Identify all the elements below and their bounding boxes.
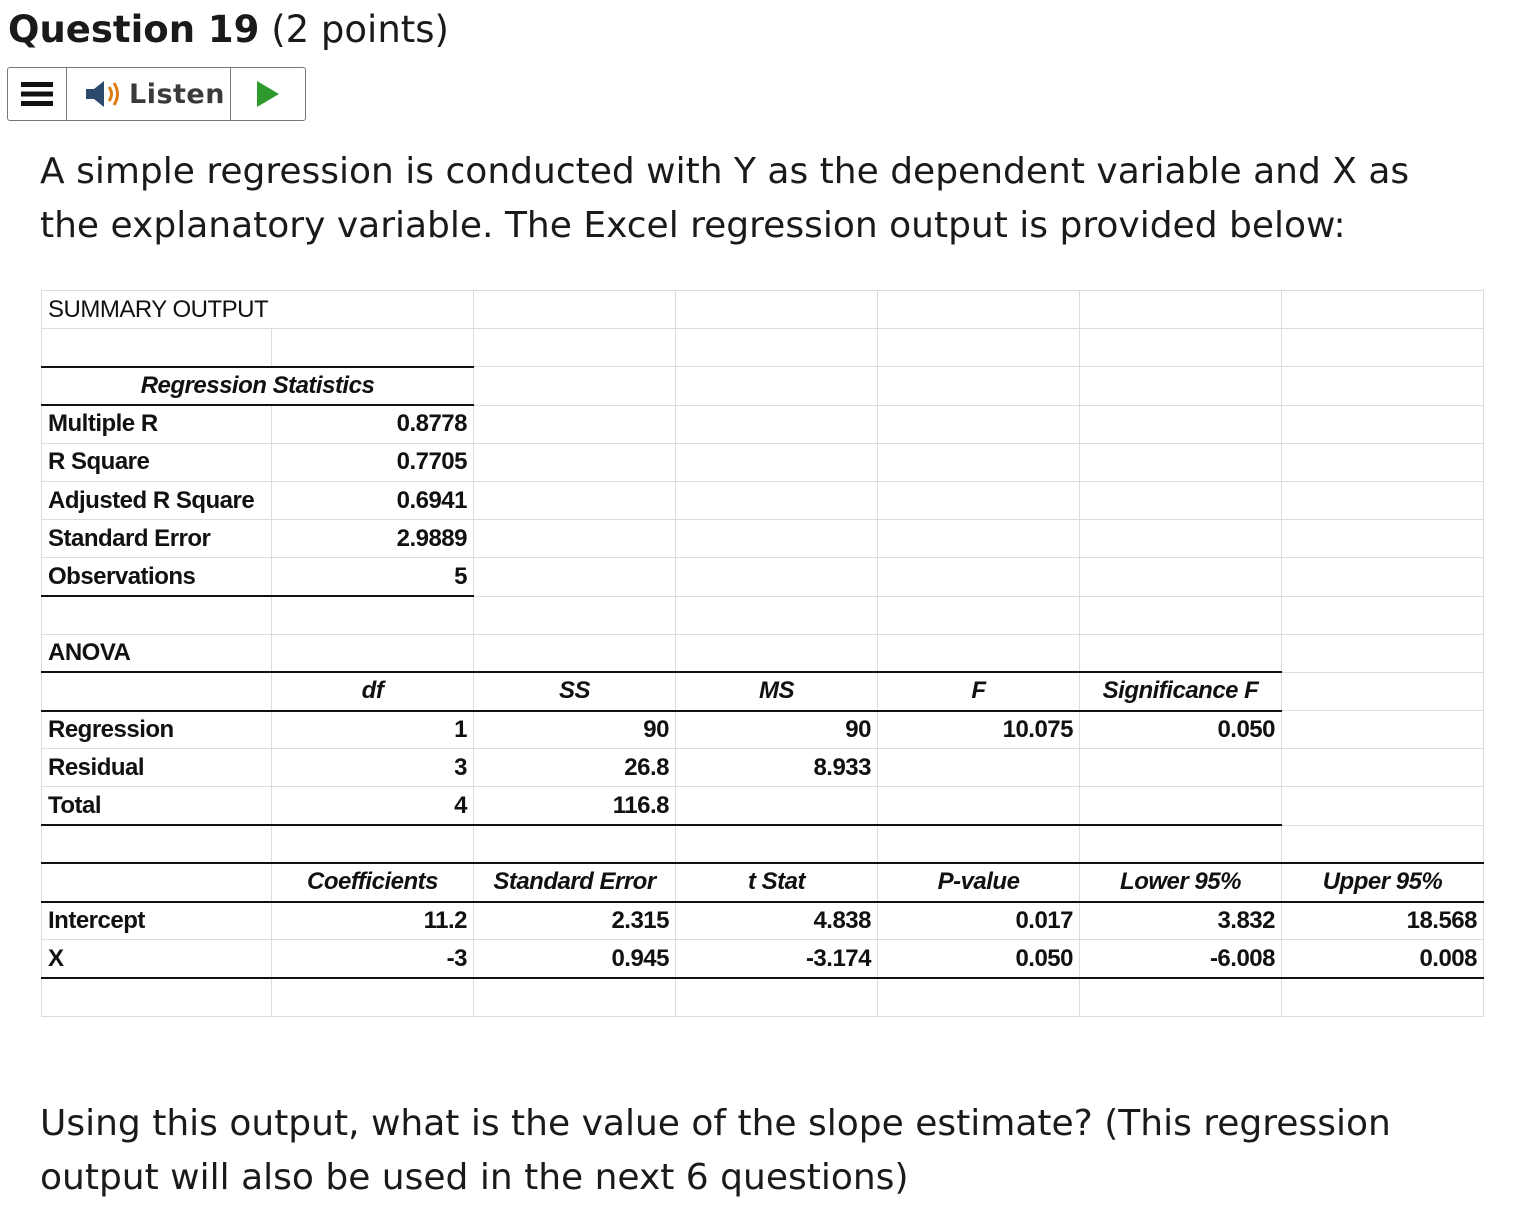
listen-button[interactable] bbox=[67, 68, 231, 120]
cell-value: 10.075 bbox=[878, 711, 1080, 749]
cell-value: -6.008 bbox=[1080, 940, 1282, 978]
cell-value: 0.945 bbox=[474, 940, 676, 978]
hamburger-menu-icon bbox=[21, 81, 53, 107]
table-row bbox=[42, 787, 1484, 825]
table-row bbox=[42, 711, 1484, 749]
table-row bbox=[42, 749, 1484, 787]
table-row bbox=[42, 672, 1484, 710]
cell-value: 116.8 bbox=[474, 787, 676, 825]
play-icon bbox=[257, 81, 279, 107]
column-header: Lower 95% bbox=[1080, 863, 1282, 901]
cell-value: 0.008 bbox=[1282, 940, 1484, 978]
table-row bbox=[42, 558, 1484, 596]
cell-value: 0.017 bbox=[878, 902, 1080, 940]
stat-value: 5 bbox=[272, 558, 474, 596]
row-label: Regression bbox=[42, 711, 272, 749]
row-label: Intercept bbox=[42, 902, 272, 940]
table-row bbox=[42, 367, 1484, 405]
stat-value: 0.6941 bbox=[272, 481, 474, 519]
cell-value: 0.050 bbox=[1080, 711, 1282, 749]
column-header: Significance F bbox=[1080, 672, 1282, 710]
column-header: df bbox=[272, 672, 474, 710]
cell-value: 4.838 bbox=[676, 902, 878, 940]
table-row bbox=[42, 481, 1484, 519]
column-header: SS bbox=[474, 672, 676, 710]
cell-value: 11.2 bbox=[272, 902, 474, 940]
column-header: Standard Error bbox=[474, 863, 676, 901]
stat-label: R Square bbox=[42, 443, 272, 481]
stat-label: Adjusted R Square bbox=[42, 481, 272, 519]
table-row bbox=[42, 825, 1484, 863]
question-header bbox=[8, 6, 449, 54]
question-text: Using this output, what is the value of the slope estimate? (This regression output will also be used in the next 6 questions) bbox=[40, 1103, 1391, 1198]
table-row bbox=[42, 634, 1484, 672]
question-points: (2 points) bbox=[271, 8, 449, 51]
table-row bbox=[42, 405, 1484, 443]
stat-value: 0.7705 bbox=[272, 443, 474, 481]
cell-value bbox=[1080, 749, 1282, 787]
regression-statistics-header: Regression Statistics bbox=[42, 367, 474, 405]
table-row bbox=[42, 902, 1484, 940]
anova-title: ANOVA bbox=[42, 634, 272, 672]
table-row bbox=[42, 291, 1484, 329]
cell-value bbox=[676, 787, 878, 825]
cell-value bbox=[878, 787, 1080, 825]
cell-value: 1 bbox=[272, 711, 474, 749]
summary-output-title: SUMMARY OUTPUT bbox=[42, 291, 474, 329]
table-row bbox=[42, 940, 1484, 978]
play-button[interactable] bbox=[231, 68, 305, 120]
stat-label: Multiple R bbox=[42, 405, 272, 443]
column-header: F bbox=[878, 672, 1080, 710]
cell-value bbox=[878, 749, 1080, 787]
column-header: Upper 95% bbox=[1282, 863, 1484, 901]
cell-value: -3 bbox=[272, 940, 474, 978]
table-row bbox=[42, 863, 1484, 901]
cell-value: 26.8 bbox=[474, 749, 676, 787]
cell-value: 90 bbox=[474, 711, 676, 749]
row-label: Residual bbox=[42, 749, 272, 787]
cell-value: 4 bbox=[272, 787, 474, 825]
listen-label: Listen bbox=[129, 78, 225, 110]
row-label: X bbox=[42, 940, 272, 978]
table-row bbox=[42, 520, 1484, 558]
row-label: Total bbox=[42, 787, 272, 825]
regression-output-table bbox=[41, 290, 1484, 1017]
table-row bbox=[42, 329, 1484, 367]
stat-label: Standard Error bbox=[42, 520, 272, 558]
stat-label: Observations bbox=[42, 558, 272, 596]
column-header: t Stat bbox=[676, 863, 878, 901]
table-row bbox=[42, 596, 1484, 634]
cell-value: -3.174 bbox=[676, 940, 878, 978]
table-row bbox=[42, 978, 1484, 1016]
question-prompt: A simple regression is conducted with Y as the dependent variable and X as the explanatory variable. The Excel regression output is provided below: bbox=[40, 151, 1410, 246]
column-header: MS bbox=[676, 672, 878, 710]
question-number: Question 19 bbox=[8, 8, 260, 51]
cell-value: 3 bbox=[272, 749, 474, 787]
stat-value: 2.9889 bbox=[272, 520, 474, 558]
cell-value: 2.315 bbox=[474, 902, 676, 940]
cell-value: 8.933 bbox=[676, 749, 878, 787]
column-header: Coefficients bbox=[272, 863, 474, 901]
speaker-icon bbox=[85, 79, 123, 109]
cell-value bbox=[1080, 787, 1282, 825]
stat-value: 0.8778 bbox=[272, 405, 474, 443]
table-row bbox=[42, 443, 1484, 481]
cell-value: 90 bbox=[676, 711, 878, 749]
readspeaker-toolbar bbox=[7, 67, 306, 121]
cell-value: 0.050 bbox=[878, 940, 1080, 978]
cell-value: 3.832 bbox=[1080, 902, 1282, 940]
column-header: P-value bbox=[878, 863, 1080, 901]
menu-button[interactable] bbox=[8, 68, 67, 120]
cell-value: 18.568 bbox=[1282, 902, 1484, 940]
